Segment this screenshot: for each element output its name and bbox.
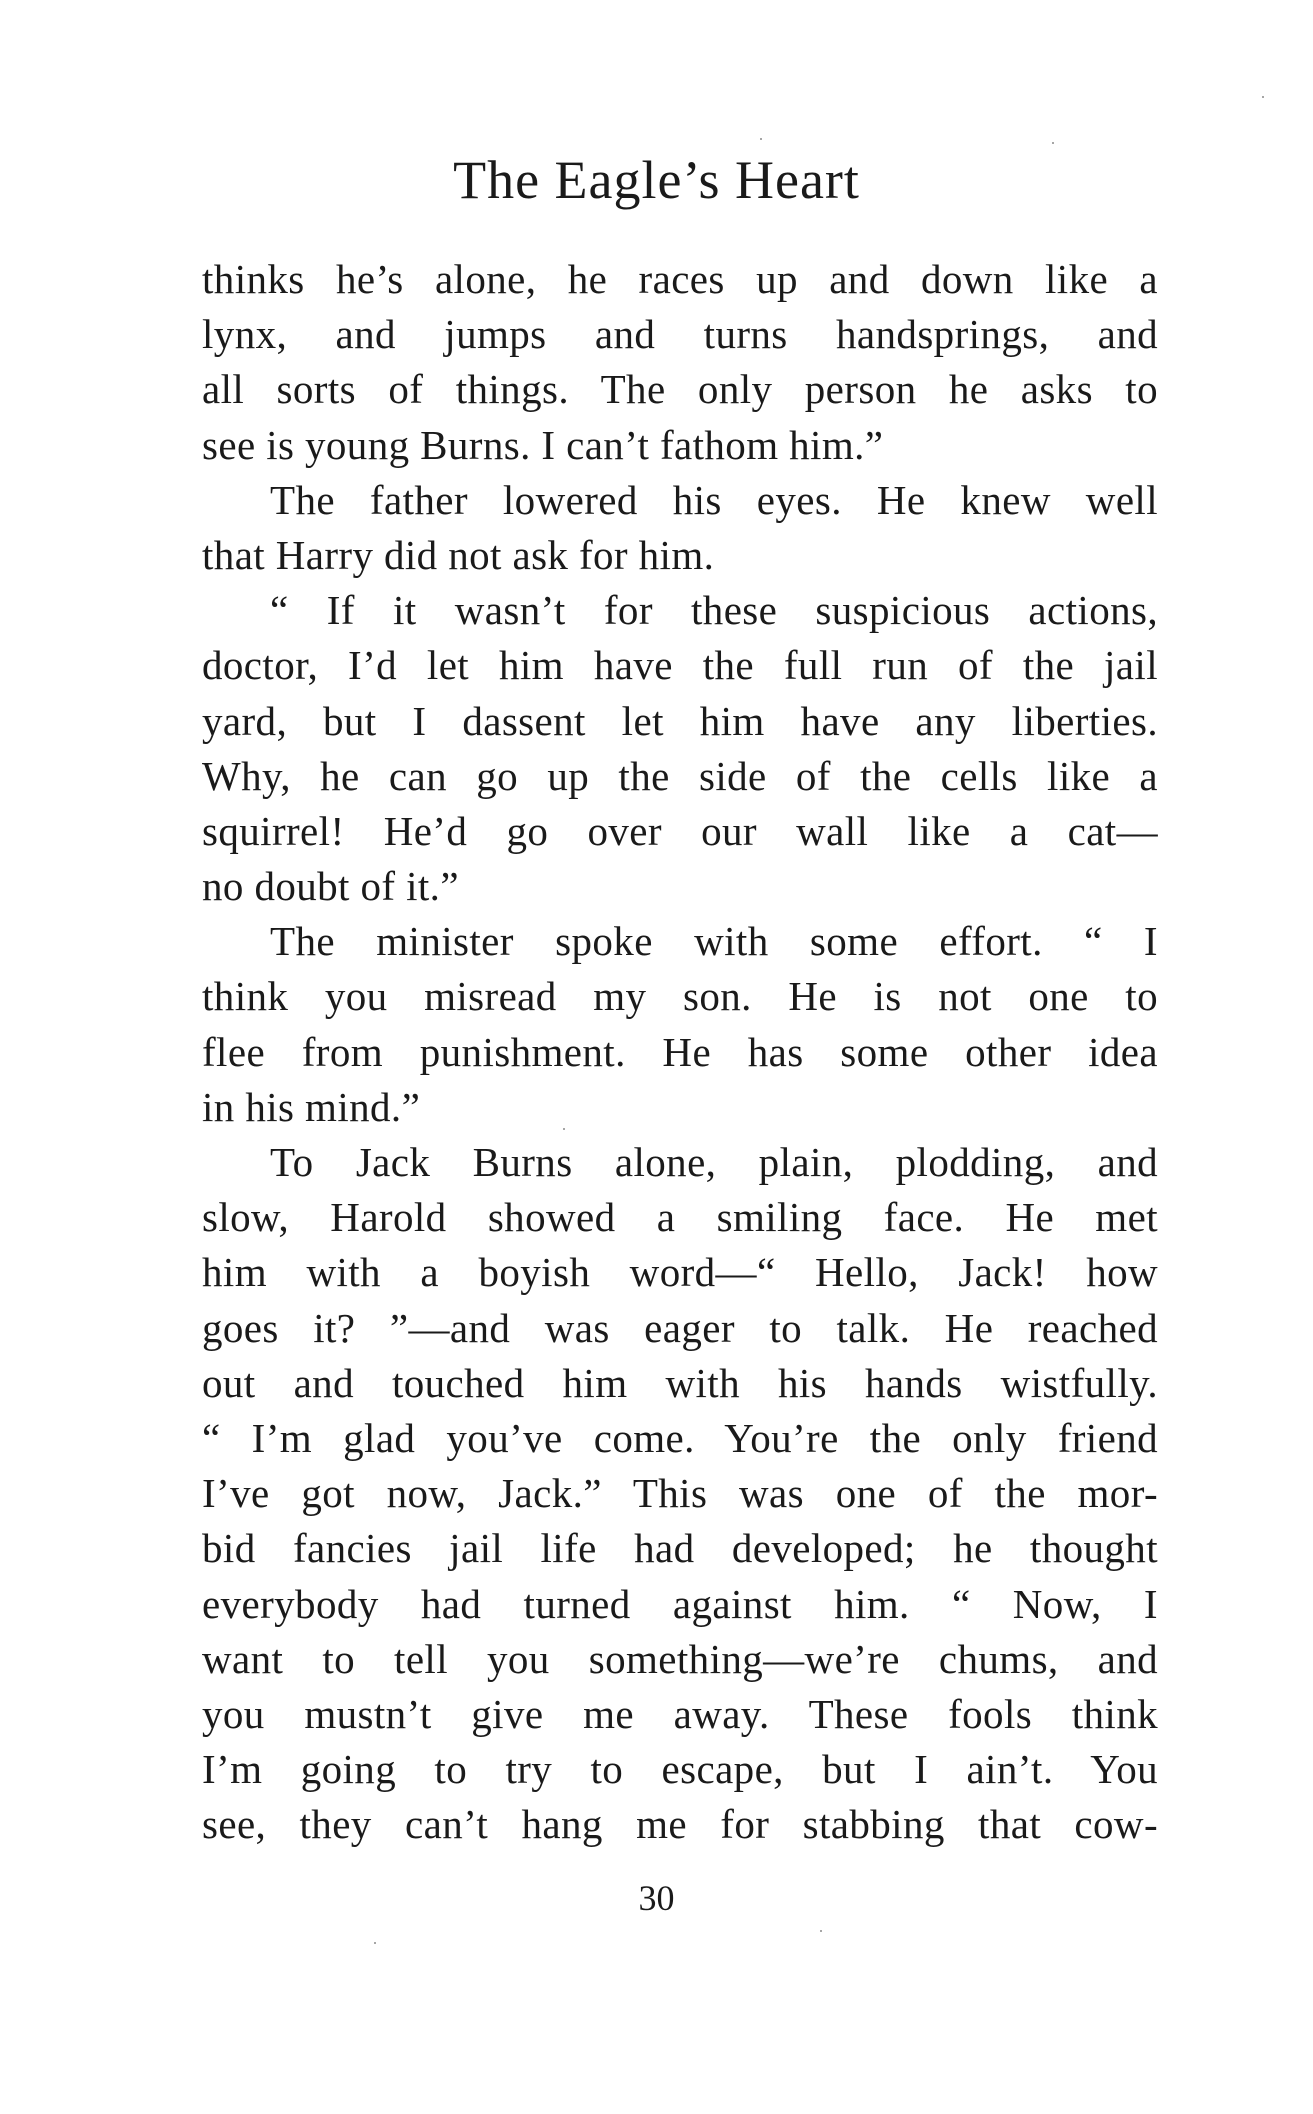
- text-line: see, they can’t hang me for stabbing that cow-: [202, 1801, 1158, 1848]
- scan-speck: [563, 1128, 565, 1130]
- text-line: squirrel! He’d go over our wall like a cat—: [202, 807, 1158, 854]
- scan-speck: [1052, 142, 1054, 144]
- text-line: see is young Burns. I can’t fathom him.”: [202, 421, 884, 468]
- text-line: everybody had turned against him. “ Now, I: [202, 1580, 1158, 1627]
- text-line: flee from punishment. He has some other idea: [202, 1028, 1158, 1075]
- scan-speck: [1262, 96, 1264, 98]
- text-line: you mustn’t give me away. These fools think: [202, 1690, 1158, 1737]
- text-line: out and touched him with his hands wistfully.: [202, 1359, 1158, 1406]
- text-line: slow, Harold showed a smiling face. He met: [202, 1194, 1158, 1241]
- text-line: want to tell you something—we’re chums, and: [202, 1635, 1158, 1682]
- text-line: I’m going to try to escape, but I ain’t. You: [202, 1746, 1158, 1793]
- text-line: lynx, and jumps and turns handsprings, and: [202, 311, 1158, 358]
- text-line: goes it? ”—and was eager to talk. He reached: [202, 1304, 1158, 1351]
- text-line: To Jack Burns alone, plain, plodding, and: [270, 1139, 1158, 1185]
- body-text: [202, 252, 1158, 1852]
- text-line: The minister spoke with some effort. “ I: [270, 918, 1158, 965]
- text-line: no doubt of it.”: [202, 863, 459, 910]
- scan-speck: [374, 1942, 376, 1944]
- text-line: yard, but I dassent let him have any liberties.: [202, 697, 1158, 744]
- text-line: The father lowered his eyes. He knew well: [270, 476, 1158, 523]
- scan-speck: [820, 1930, 822, 1932]
- text-line: in his mind.”: [202, 1083, 421, 1130]
- text-line: Why, he can go up the side of the cells like a: [202, 752, 1158, 799]
- text-line: that Harry did not ask for him.: [202, 531, 715, 578]
- scan-speck: [760, 138, 762, 140]
- text-line: “ I’m glad you’ve come. You’re the only friend: [202, 1414, 1158, 1461]
- text-line: thinks he’s alone, he races up and down like a: [202, 256, 1158, 302]
- text-line: him with a boyish word—“ Hello, Jack! how: [202, 1249, 1158, 1296]
- text-line: all sorts of things. The only person he asks to: [202, 366, 1158, 413]
- text-line: bid fancies jail life had developed; he thought: [202, 1525, 1158, 1572]
- page-number: 30: [638, 1878, 675, 1918]
- text-line: doctor, I’d let him have the full run of the jail: [202, 642, 1158, 689]
- text-line: I’ve got now, Jack.” This was one of the mor-: [202, 1470, 1158, 1517]
- running-title: The Eagle’s Heart: [453, 150, 860, 210]
- text-line: “ If it wasn’t for these suspicious actions,: [270, 587, 1158, 634]
- text-line: think you misread my son. He is not one to: [202, 973, 1158, 1020]
